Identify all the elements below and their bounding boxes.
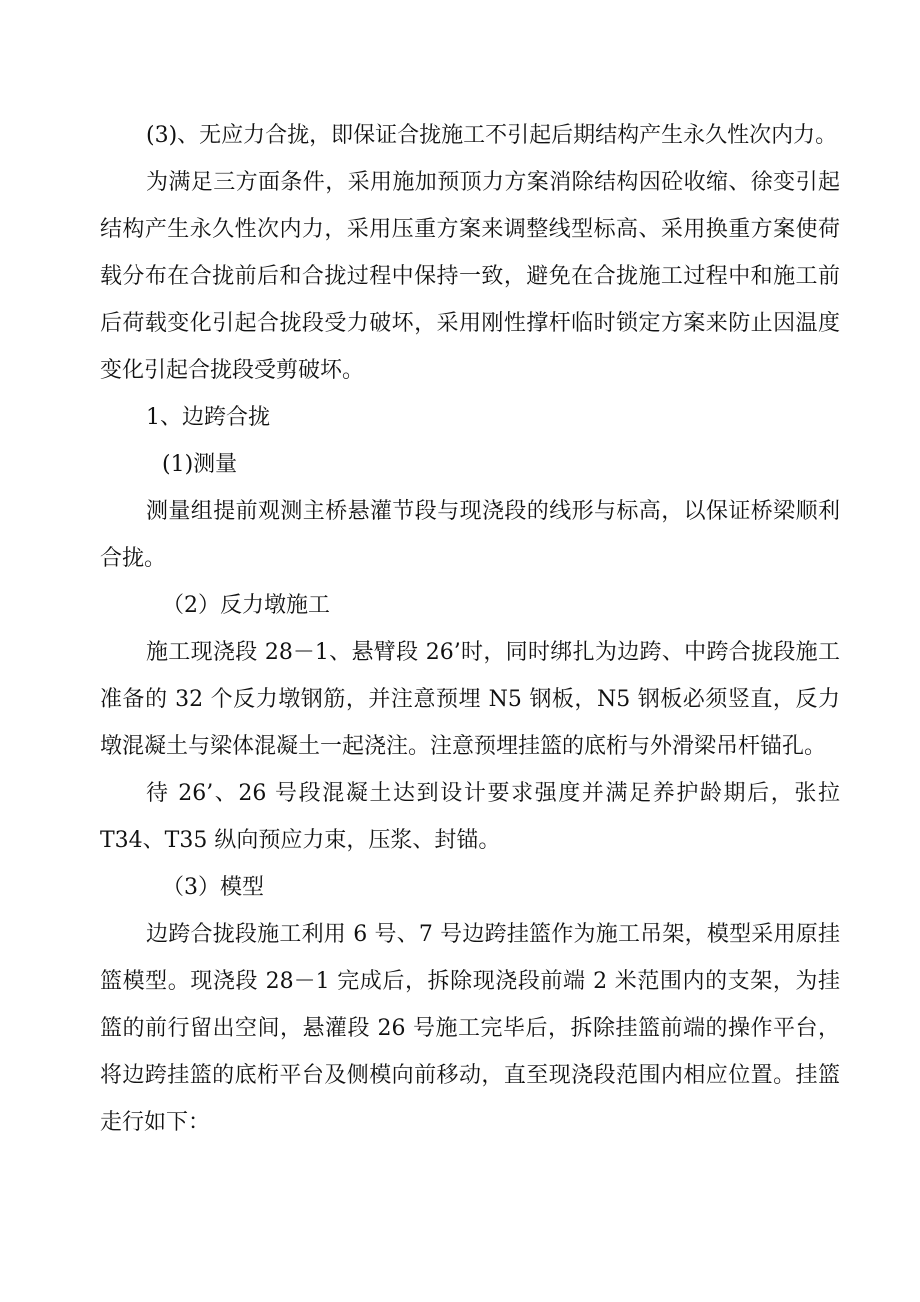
document-body bbox=[100, 112, 840, 1146]
subheading-survey: (1)测量 bbox=[162, 452, 238, 477]
subheading-formwork: （3）模型 bbox=[162, 875, 264, 900]
paragraph-tensioning: 待 26’、26 号段混凝土达到设计要求强度并满足养护龄期后，张拉 T34、T35 纵向预应力束，压浆、封锚。 bbox=[100, 781, 840, 853]
section-heading-side-span-closure: 1、边跨合拢 bbox=[146, 405, 270, 430]
paragraph-stress-free-closure: (3)、无应力合拢，即保证合拢施工不引起后期结构产生永久性次内力。 bbox=[146, 123, 838, 148]
paragraph-reaction-pier: 施工现浇段 28－1、悬臂段 26’时，同时绑扎为边跨、中跨合拢段施工准备的 32 个反力墩钢筋，并注意预埋 N5 钢板，N5 钢板必须竖直，反力墩混凝土与梁体混凝土一起浇注。注意预埋挂篮的底桁与外滑梁吊杆锚孔。 bbox=[100, 640, 840, 759]
paragraph-three-conditions: 为满足三方面条件，采用施加预顶力方案消除结构因砼收缩、徐变引起结构产生永久性次内力，采用压重方案来调整线型标高、采用换重方案使荷载分布在合拢前后和合拢过程中保持一致，避免在合拢施工过程中和施工前后荷载变化引起合拢段受力破坏，采用刚性撑杆临时锁定方案来防止因温度变化引起合拢段受剪破坏。 bbox=[100, 170, 840, 383]
paragraph-survey: 测量组提前观测主桥悬灌节段与现浇段的线形与标高，以保证桥梁顺利合拢。 bbox=[100, 499, 840, 571]
subheading-reaction-pier: （2）反力墩施工 bbox=[162, 593, 330, 618]
paragraph-formwork: 边跨合拢段施工利用 6 号、7 号边跨挂篮作为施工吊架，模型采用原挂篮模型。现浇段 28－1 完成后，拆除现浇段前端 2 米范围内的支架，为挂篮的前行留出空间，悬灌段 26 号施工完毕后，拆除挂篮前端的操作平台，将边跨挂篮的底桁平台及侧模向前移动，直至现浇段范围内相应位置。挂篮走行如下： bbox=[100, 922, 840, 1135]
